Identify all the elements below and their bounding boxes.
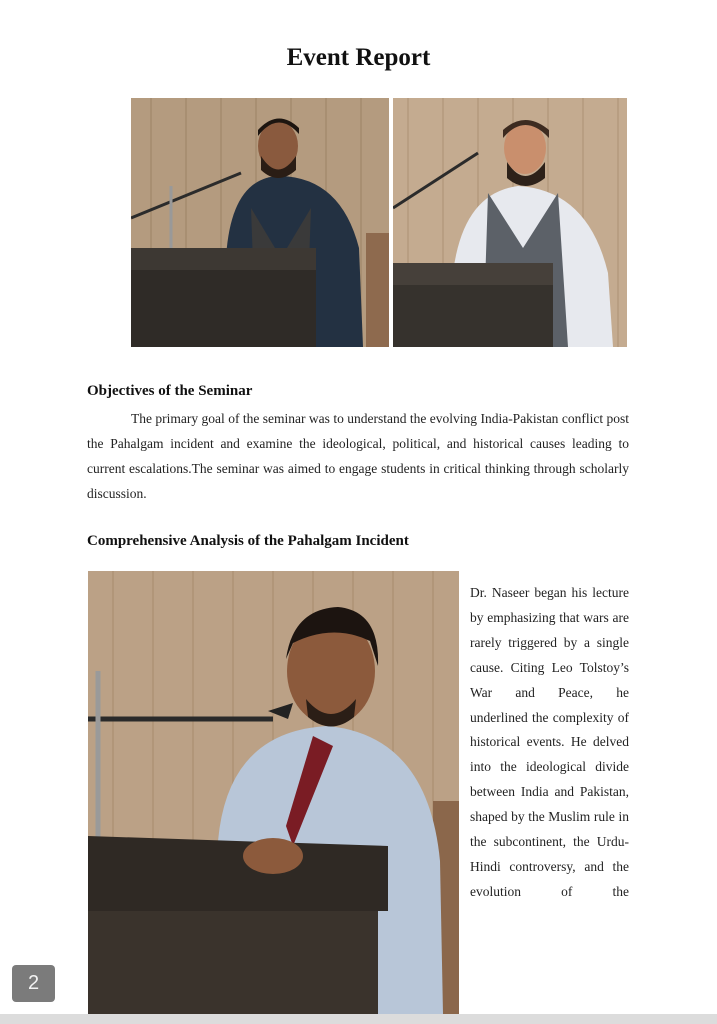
objectives-body: The primary goal of the seminar was to understand the evolving India-Pakistan conflict post the Pahalgam incident and examine the ideological, political, and historical causes leading to current escalations.The seminar was aimed to engage students in critical thinking through scholarly discussion. — [87, 411, 629, 501]
objectives-paragraph — [87, 406, 629, 506]
analysis-paragraph: Dr. Naseer began his lecture by emphasizing that wars are rarely triggered by a single cause. Citing Leo Tolstoy’s War and Peace, he underlined the complexity of historical events. He delved into the ideological divide between India and Pakistan, shaped by the Muslim rule in the subcontinent, the Urdu-Hindi controversy, and the evolution of the — [470, 585, 629, 899]
lecturer-photo — [88, 571, 459, 1014]
speaker-photo-right — [393, 98, 627, 347]
page-title: Event Report — [286, 44, 431, 71]
speaker-photo-left — [131, 98, 389, 347]
page-number-badge[interactable]: 2 — [12, 965, 55, 1002]
analysis-heading: Comprehensive Analysis of the Pahalgam Incident — [87, 533, 409, 549]
objectives-heading: Objectives of the Seminar — [87, 383, 253, 399]
viewer-bottom-edge — [0, 1014, 717, 1024]
